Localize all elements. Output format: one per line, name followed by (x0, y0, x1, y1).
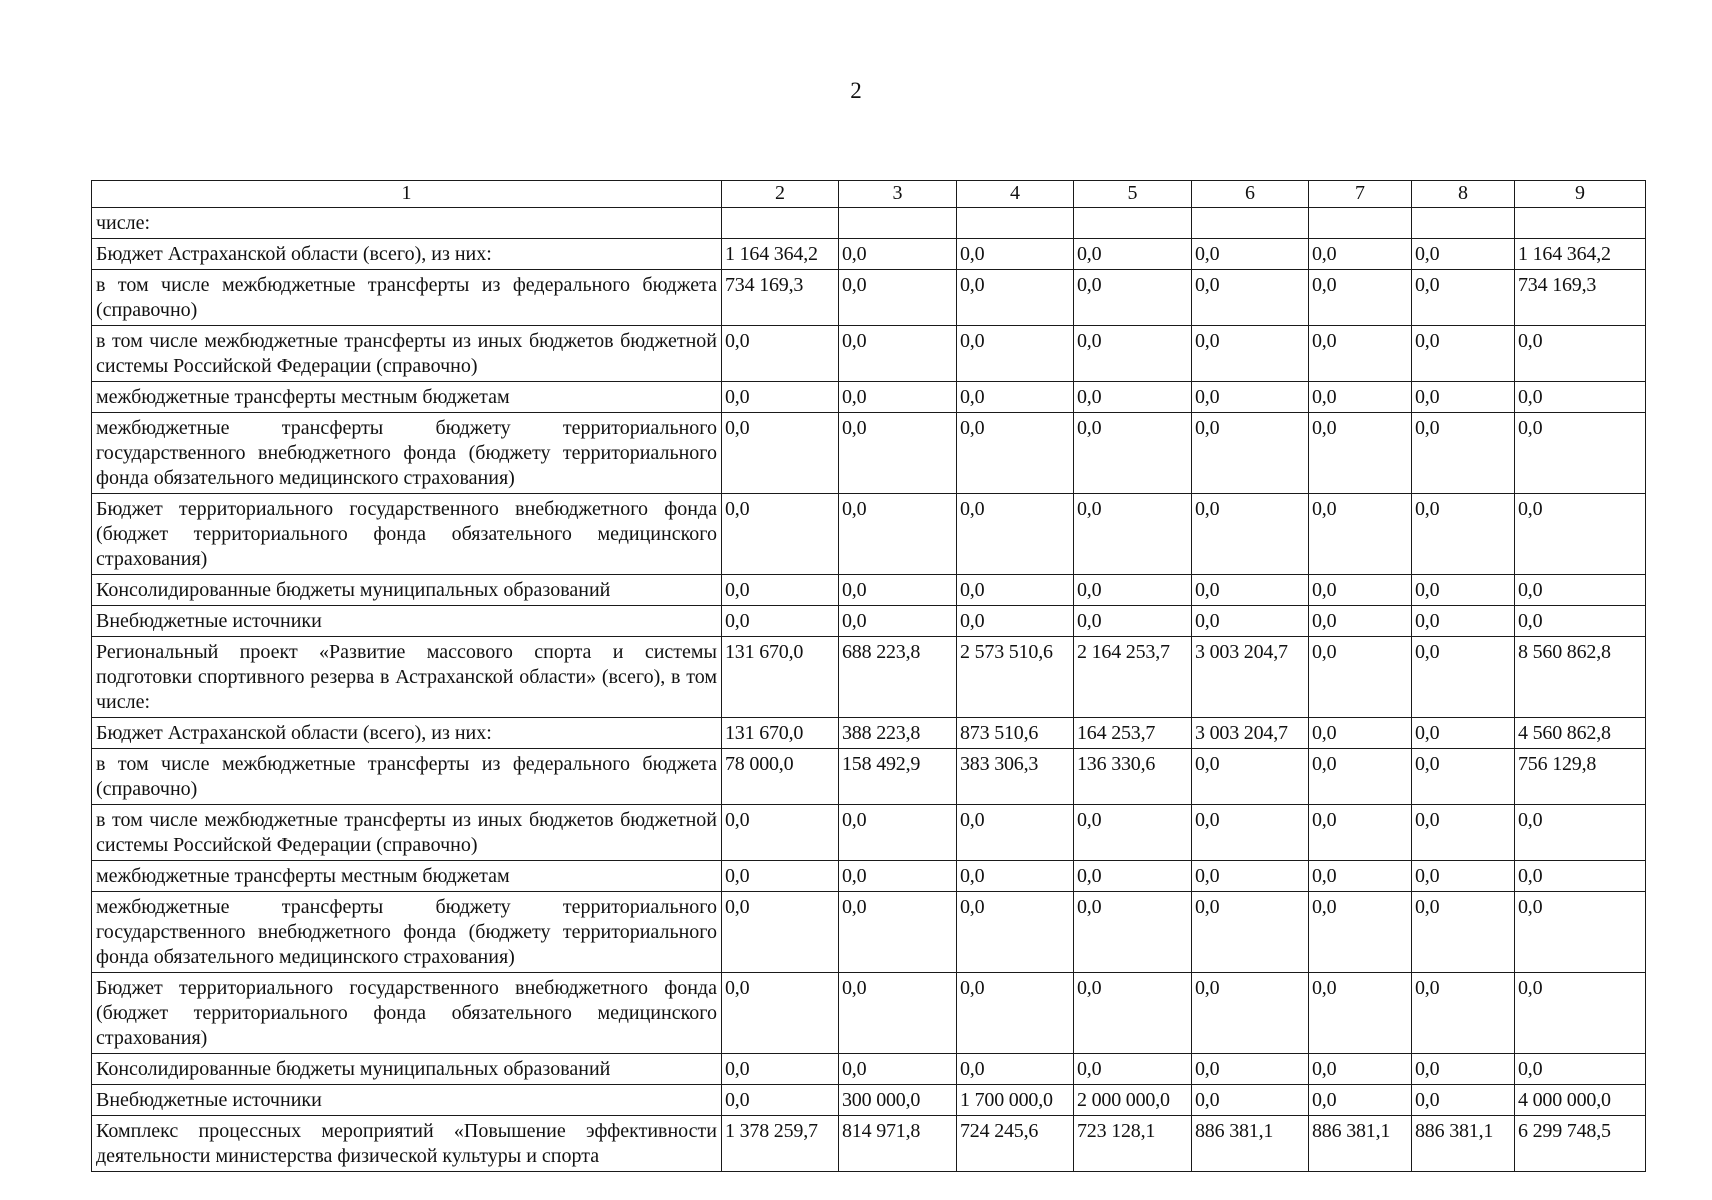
value-cell: 0,0 (1074, 575, 1192, 606)
value-cell: 0,0 (722, 413, 839, 494)
value-cell: 6 299 748,5 (1515, 1116, 1646, 1172)
page-number: 2 (850, 78, 862, 103)
value-cell: 734 169,3 (1515, 270, 1646, 326)
budget-table (91, 180, 1646, 1172)
row-label: Внебюджетные источники (92, 606, 722, 637)
header-cell: 7 (1309, 181, 1412, 208)
table-row (92, 749, 1646, 805)
value-cell: 0,0 (1074, 1054, 1192, 1085)
value-cell: 2 000 000,0 (1074, 1085, 1192, 1116)
value-cell: 0,0 (1515, 326, 1646, 382)
value-cell: 0,0 (1412, 606, 1515, 637)
value-cell: 2 164 253,7 (1074, 637, 1192, 718)
table-row (92, 413, 1646, 494)
value-cell (1309, 208, 1412, 239)
row-label: Бюджет Астраханской области (всего), из них: (92, 718, 722, 749)
value-cell: 0,0 (839, 606, 957, 637)
value-cell: 0,0 (839, 861, 957, 892)
table-row (92, 718, 1646, 749)
table-row (92, 326, 1646, 382)
value-cell: 0,0 (1192, 326, 1309, 382)
value-cell: 724 245,6 (957, 1116, 1074, 1172)
header-cell: 2 (722, 181, 839, 208)
value-cell: 0,0 (1515, 892, 1646, 973)
value-cell: 0,0 (839, 494, 957, 575)
table-body (92, 181, 1646, 1172)
value-cell: 2 573 510,6 (957, 637, 1074, 718)
row-label: в том числе межбюджетные трансферты из федерального бюджета (справочно) (92, 270, 722, 326)
value-cell: 0,0 (1309, 1085, 1412, 1116)
value-cell: 0,0 (1309, 805, 1412, 861)
value-cell: 0,0 (1515, 861, 1646, 892)
value-cell: 1 378 259,7 (722, 1116, 839, 1172)
value-cell: 0,0 (1309, 749, 1412, 805)
value-cell: 0,0 (1412, 239, 1515, 270)
value-cell: 0,0 (1412, 749, 1515, 805)
value-cell: 0,0 (1309, 973, 1412, 1054)
value-cell: 0,0 (1074, 270, 1192, 326)
value-cell: 4 560 862,8 (1515, 718, 1646, 749)
value-cell: 1 700 000,0 (957, 1085, 1074, 1116)
value-cell: 0,0 (1074, 861, 1192, 892)
value-cell: 0,0 (1309, 382, 1412, 413)
value-cell: 0,0 (957, 270, 1074, 326)
value-cell: 0,0 (839, 326, 957, 382)
row-label: Бюджет территориального государственного внебюджетного фонда (бюджет территориального фонда обязательного медицинского страхования) (92, 494, 722, 575)
row-label: Региональный проект «Развитие массового спорта и системы подготовки спортивного резерва в Астраханской области» (всего), в том числе: (92, 637, 722, 718)
value-cell: 0,0 (957, 1054, 1074, 1085)
value-cell: 0,0 (1412, 1054, 1515, 1085)
value-cell: 0,0 (722, 1054, 839, 1085)
value-cell: 0,0 (1309, 1054, 1412, 1085)
value-cell: 0,0 (1309, 239, 1412, 270)
value-cell (1515, 208, 1646, 239)
value-cell: 0,0 (1309, 606, 1412, 637)
value-cell: 0,0 (1074, 606, 1192, 637)
value-cell: 0,0 (1192, 1085, 1309, 1116)
value-cell (1412, 208, 1515, 239)
value-cell: 300 000,0 (839, 1085, 957, 1116)
table-row (92, 861, 1646, 892)
value-cell: 0,0 (1192, 239, 1309, 270)
value-cell: 0,0 (722, 805, 839, 861)
value-cell: 886 381,1 (1309, 1116, 1412, 1172)
value-cell: 0,0 (1309, 637, 1412, 718)
value-cell: 78 000,0 (722, 749, 839, 805)
value-cell: 0,0 (1412, 413, 1515, 494)
value-cell: 0,0 (1309, 326, 1412, 382)
header-cell: 4 (957, 181, 1074, 208)
value-cell: 0,0 (1192, 270, 1309, 326)
table-row (92, 1054, 1646, 1085)
value-cell: 0,0 (722, 326, 839, 382)
value-cell (1074, 208, 1192, 239)
value-cell: 0,0 (1192, 973, 1309, 1054)
value-cell: 0,0 (722, 575, 839, 606)
value-cell: 0,0 (1412, 1085, 1515, 1116)
value-cell: 0,0 (957, 861, 1074, 892)
value-cell: 0,0 (1074, 973, 1192, 1054)
value-cell: 0,0 (957, 239, 1074, 270)
row-label: Консолидированные бюджеты муниципальных образований (92, 1054, 722, 1085)
row-label: Бюджет территориального государственного внебюджетного фонда (бюджет территориального фонда обязательного медицинского страхования) (92, 973, 722, 1054)
value-cell: 0,0 (839, 239, 957, 270)
row-label: в том числе межбюджетные трансферты из иных бюджетов бюджетной системы Российской Федерации (справочно) (92, 805, 722, 861)
table-row (92, 892, 1646, 973)
value-cell: 0,0 (957, 973, 1074, 1054)
value-cell: 0,0 (957, 413, 1074, 494)
row-label: в том числе межбюджетные трансферты из федерального бюджета (справочно) (92, 749, 722, 805)
row-label: в том числе межбюджетные трансферты из иных бюджетов бюджетной системы Российской Федерации (справочно) (92, 326, 722, 382)
value-cell: 0,0 (839, 805, 957, 861)
value-cell: 0,0 (1192, 861, 1309, 892)
value-cell: 0,0 (839, 270, 957, 326)
value-cell: 0,0 (1074, 494, 1192, 575)
value-cell: 0,0 (1074, 239, 1192, 270)
value-cell: 886 381,1 (1192, 1116, 1309, 1172)
value-cell: 0,0 (1515, 494, 1646, 575)
value-cell: 756 129,8 (1515, 749, 1646, 805)
value-cell: 0,0 (722, 861, 839, 892)
value-cell: 0,0 (1192, 606, 1309, 637)
value-cell: 0,0 (1074, 805, 1192, 861)
value-cell (1192, 208, 1309, 239)
value-cell: 0,0 (1074, 382, 1192, 413)
value-cell: 1 164 364,2 (1515, 239, 1646, 270)
value-cell: 3 003 204,7 (1192, 637, 1309, 718)
value-cell: 0,0 (957, 606, 1074, 637)
value-cell: 4 000 000,0 (1515, 1085, 1646, 1116)
value-cell: 0,0 (1309, 718, 1412, 749)
row-label: Бюджет Астраханской области (всего), из них: (92, 239, 722, 270)
value-cell: 8 560 862,8 (1515, 637, 1646, 718)
value-cell: 886 381,1 (1412, 1116, 1515, 1172)
value-cell: 734 169,3 (722, 270, 839, 326)
row-label: межбюджетные трансферты местным бюджетам (92, 861, 722, 892)
value-cell: 0,0 (1412, 494, 1515, 575)
value-cell: 688 223,8 (839, 637, 957, 718)
table-row (92, 1116, 1646, 1172)
value-cell: 0,0 (1515, 413, 1646, 494)
value-cell: 0,0 (722, 382, 839, 413)
value-cell: 0,0 (839, 382, 957, 413)
value-cell: 0,0 (1074, 413, 1192, 494)
value-cell: 131 670,0 (722, 637, 839, 718)
value-cell: 0,0 (1309, 575, 1412, 606)
row-label: Комплекс процессных мероприятий «Повышение эффективности деятельности министерства физической культуры и спорта (92, 1116, 722, 1172)
value-cell: 0,0 (957, 892, 1074, 973)
row-label: Консолидированные бюджеты муниципальных образований (92, 575, 722, 606)
table-row (92, 239, 1646, 270)
value-cell: 0,0 (1412, 861, 1515, 892)
value-cell: 0,0 (1412, 382, 1515, 413)
value-cell: 0,0 (1192, 1054, 1309, 1085)
header-cell: 6 (1192, 181, 1309, 208)
table-row (92, 270, 1646, 326)
value-cell: 0,0 (1192, 413, 1309, 494)
value-cell: 0,0 (1515, 382, 1646, 413)
header-cell: 9 (1515, 181, 1646, 208)
value-cell: 0,0 (957, 382, 1074, 413)
table-row (92, 637, 1646, 718)
value-cell: 0,0 (1412, 718, 1515, 749)
value-cell: 0,0 (722, 892, 839, 973)
row-label: межбюджетные трансферты бюджету территориального государственного внебюджетного фонда (бюджету территориального фонда обязательного медицинского страхования) (92, 413, 722, 494)
value-cell: 0,0 (957, 575, 1074, 606)
value-cell: 0,0 (722, 494, 839, 575)
value-cell: 0,0 (1309, 892, 1412, 973)
value-cell: 0,0 (839, 892, 957, 973)
value-cell: 0,0 (839, 575, 957, 606)
value-cell: 0,0 (722, 1085, 839, 1116)
value-cell: 0,0 (1515, 606, 1646, 637)
value-cell: 0,0 (957, 494, 1074, 575)
value-cell: 383 306,3 (957, 749, 1074, 805)
value-cell: 0,0 (1412, 326, 1515, 382)
value-cell: 0,0 (1192, 494, 1309, 575)
value-cell: 0,0 (1515, 973, 1646, 1054)
header-cell: 1 (92, 181, 722, 208)
value-cell: 0,0 (1515, 575, 1646, 606)
value-cell: 0,0 (839, 973, 957, 1054)
row-label: числе: (92, 208, 722, 239)
value-cell: 0,0 (1192, 382, 1309, 413)
value-cell: 0,0 (1309, 270, 1412, 326)
value-cell: 388 223,8 (839, 718, 957, 749)
value-cell: 0,0 (1309, 413, 1412, 494)
row-label: межбюджетные трансферты бюджету территориального государственного внебюджетного фонда (бюджету территориального фонда обязательного медицинского страхования) (92, 892, 722, 973)
value-cell: 0,0 (1412, 575, 1515, 606)
value-cell: 0,0 (839, 1054, 957, 1085)
value-cell: 0,0 (1192, 805, 1309, 861)
value-cell (839, 208, 957, 239)
header-cell: 5 (1074, 181, 1192, 208)
value-cell: 0,0 (1412, 892, 1515, 973)
table-row (92, 805, 1646, 861)
value-cell: 0,0 (1074, 892, 1192, 973)
header-row (92, 181, 1646, 208)
value-cell (722, 208, 839, 239)
value-cell: 158 492,9 (839, 749, 957, 805)
value-cell: 873 510,6 (957, 718, 1074, 749)
value-cell: 0,0 (1412, 973, 1515, 1054)
value-cell: 0,0 (1074, 326, 1192, 382)
value-cell: 0,0 (1309, 861, 1412, 892)
value-cell: 0,0 (1192, 575, 1309, 606)
value-cell: 1 164 364,2 (722, 239, 839, 270)
value-cell: 0,0 (1412, 805, 1515, 861)
value-cell: 0,0 (1412, 637, 1515, 718)
value-cell (957, 208, 1074, 239)
value-cell: 723 128,1 (1074, 1116, 1192, 1172)
row-label: Внебюджетные источники (92, 1085, 722, 1116)
value-cell: 131 670,0 (722, 718, 839, 749)
value-cell: 0,0 (1309, 494, 1412, 575)
table-row (92, 973, 1646, 1054)
value-cell: 0,0 (1515, 1054, 1646, 1085)
value-cell: 0,0 (1412, 270, 1515, 326)
table-row (92, 208, 1646, 239)
value-cell: 164 253,7 (1074, 718, 1192, 749)
value-cell: 0,0 (722, 606, 839, 637)
value-cell: 814 971,8 (839, 1116, 957, 1172)
header-cell: 8 (1412, 181, 1515, 208)
value-cell: 0,0 (1192, 892, 1309, 973)
header-cell: 3 (839, 181, 957, 208)
table-row (92, 382, 1646, 413)
row-label: межбюджетные трансферты местным бюджетам (92, 382, 722, 413)
value-cell: 0,0 (957, 326, 1074, 382)
value-cell: 0,0 (1192, 749, 1309, 805)
value-cell: 3 003 204,7 (1192, 718, 1309, 749)
value-cell: 136 330,6 (1074, 749, 1192, 805)
value-cell: 0,0 (839, 413, 957, 494)
table-row (92, 1085, 1646, 1116)
value-cell: 0,0 (957, 805, 1074, 861)
table-row (92, 494, 1646, 575)
table-row (92, 606, 1646, 637)
table-row (92, 575, 1646, 606)
value-cell: 0,0 (722, 973, 839, 1054)
value-cell: 0,0 (1515, 805, 1646, 861)
